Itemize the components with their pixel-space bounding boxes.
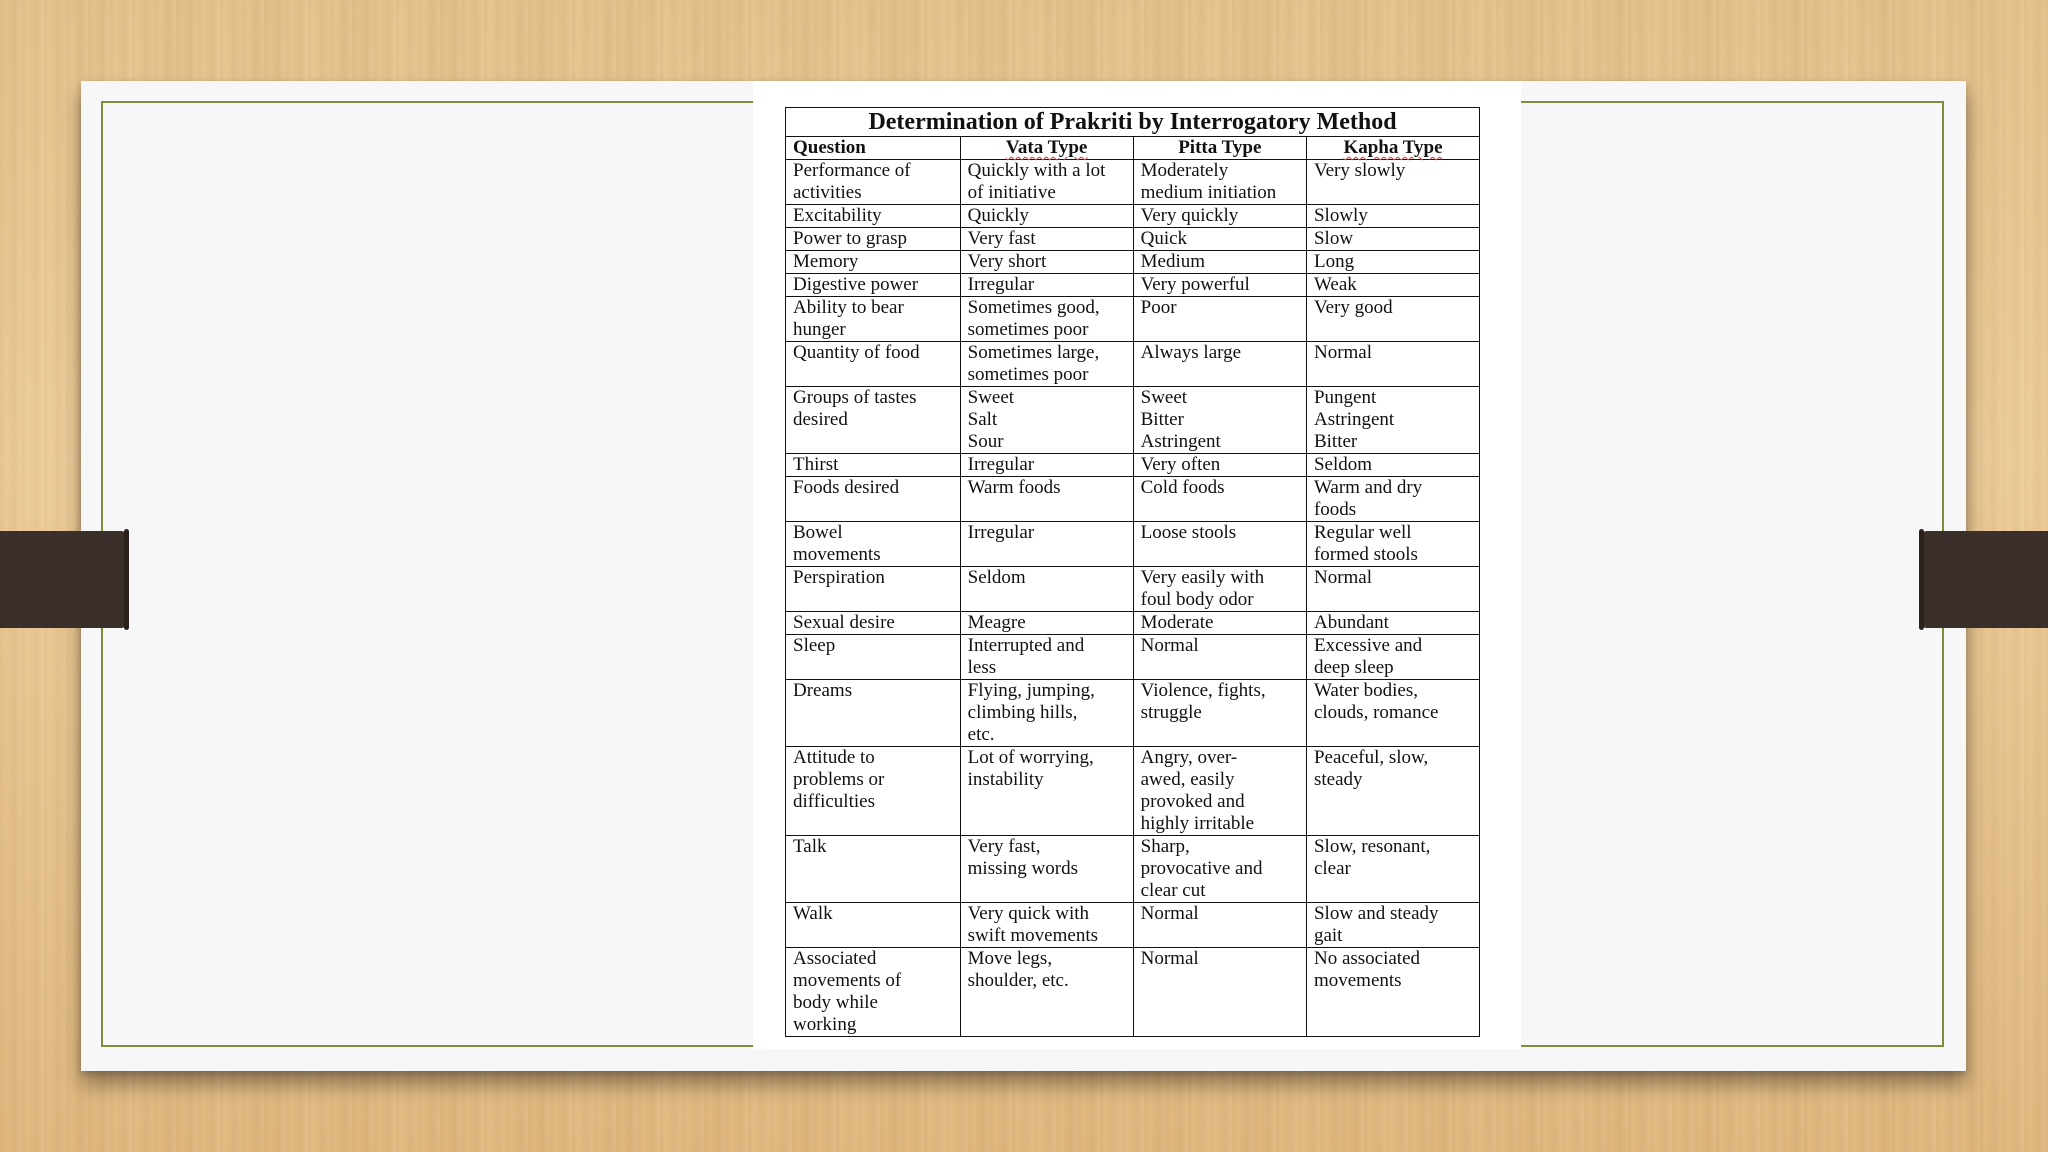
cell-question — [786, 522, 961, 567]
table-body — [786, 160, 1480, 1037]
cell-kapha — [1306, 160, 1479, 205]
cell-text: Very easily with foul body odor — [1140, 567, 1265, 610]
table-row — [786, 387, 1480, 454]
cell-text: Regular well formed stools — [1313, 522, 1418, 565]
cell-text: Power to grasp — [793, 228, 907, 249]
cell-question — [786, 454, 961, 477]
cell-text: Quick — [1140, 228, 1188, 249]
cell-kapha — [1306, 387, 1479, 454]
cell-text: Sweet Salt Sour — [967, 387, 1015, 452]
cell-text: Foods desired — [793, 477, 900, 498]
table-row — [786, 747, 1480, 836]
cell-kapha — [1306, 567, 1479, 612]
right-decorative-band — [1921, 531, 2048, 628]
cell-text: Lot of worrying, instability — [967, 747, 1094, 790]
cell-text: Sharp, provocative and clear cut — [1140, 836, 1263, 901]
cell-text: Talk — [793, 836, 827, 857]
cell-pitta — [1133, 903, 1306, 948]
cell-question — [786, 567, 961, 612]
table-row — [786, 454, 1480, 477]
cell-vata — [960, 297, 1133, 342]
cell-kapha — [1306, 477, 1479, 522]
cell-kapha — [1306, 205, 1479, 228]
cell-text: Attitude to problems or difficulties — [793, 747, 885, 812]
cell-question — [786, 635, 961, 680]
cell-text: Warm foods — [967, 477, 1061, 498]
cell-kapha — [1306, 251, 1479, 274]
cell-text: Abundant — [1313, 612, 1389, 633]
cell-pitta — [1133, 836, 1306, 903]
cell-text: Memory — [793, 251, 859, 272]
cell-vata — [960, 454, 1133, 477]
cell-pitta — [1133, 205, 1306, 228]
cell-vata — [960, 387, 1133, 454]
cell-question — [786, 836, 961, 903]
cell-kapha — [1306, 747, 1479, 836]
cell-question — [786, 297, 961, 342]
cell-vata — [960, 160, 1133, 205]
cell-text: Sexual desire — [793, 612, 895, 633]
table-row — [786, 342, 1480, 387]
table-row — [786, 251, 1480, 274]
cell-text: Bowel movements — [793, 522, 881, 565]
cell-pitta — [1133, 160, 1306, 205]
cell-text: Very fast, missing words — [967, 836, 1078, 879]
cell-vata — [960, 477, 1133, 522]
cell-vata — [960, 903, 1133, 948]
cell-text: Normal — [1313, 342, 1373, 363]
cell-pitta — [1133, 342, 1306, 387]
cell-text: Violence, fights, struggle — [1140, 680, 1266, 723]
cell-text: Interrupted and less — [967, 635, 1085, 678]
cell-text: Very quickly — [1140, 205, 1239, 226]
table-row — [786, 948, 1480, 1037]
cell-text: Walk — [793, 903, 833, 924]
cell-text: Warm and dry foods — [1313, 477, 1423, 520]
header-row — [786, 137, 1480, 160]
cell-text: Move legs, shoulder, etc. — [967, 948, 1069, 991]
table-title: Determination of Prakriti by Interrogatory Method — [785, 107, 1480, 136]
cell-kapha — [1306, 522, 1479, 567]
cell-question — [786, 160, 961, 205]
cell-vata — [960, 948, 1133, 1037]
cell-text: Perspiration — [793, 567, 885, 588]
cell-text: Slow, resonant, clear — [1313, 836, 1431, 879]
cell-vata — [960, 836, 1133, 903]
cell-text: Seldom — [1313, 454, 1373, 475]
cell-text: Long — [1313, 251, 1355, 272]
cell-pitta — [1133, 747, 1306, 836]
header-pitta: Pitta Type — [1133, 137, 1306, 160]
table-row — [786, 274, 1480, 297]
cell-vata — [960, 522, 1133, 567]
cell-text: Sometimes good, sometimes poor — [967, 297, 1100, 340]
cell-question — [786, 387, 961, 454]
cell-pitta — [1133, 274, 1306, 297]
cell-pitta — [1133, 251, 1306, 274]
header-kapha-label: Kapha Type — [1343, 137, 1443, 158]
cell-pitta — [1133, 297, 1306, 342]
cell-text: Normal — [1140, 903, 1199, 924]
cell-pitta — [1133, 635, 1306, 680]
cell-kapha — [1306, 948, 1479, 1037]
cell-text: Quantity of food — [793, 342, 920, 363]
cell-pitta — [1133, 948, 1306, 1037]
cell-text: Moderately medium initiation — [1140, 160, 1277, 203]
cell-text: Always large — [1140, 342, 1242, 363]
cell-text: Peaceful, slow, steady — [1313, 747, 1429, 790]
cell-text: Ability to bear hunger — [793, 297, 904, 340]
cell-vata — [960, 274, 1133, 297]
cell-question — [786, 903, 961, 948]
cell-text: Very slowly — [1313, 160, 1406, 181]
cell-kapha — [1306, 228, 1479, 251]
cell-text: Water bodies, clouds, romance — [1313, 680, 1439, 723]
cell-text: Thirst — [793, 454, 839, 475]
cell-text: Slowly — [1313, 205, 1368, 226]
cell-kapha — [1306, 454, 1479, 477]
cell-text: Irregular — [967, 454, 1035, 475]
cell-text: Moderate — [1140, 612, 1214, 633]
header-question: Question — [786, 137, 961, 160]
cell-text: Flying, jumping, climbing hills, etc. — [967, 680, 1095, 745]
table-row — [786, 635, 1480, 680]
cell-text: Weak — [1313, 274, 1357, 295]
table-row — [786, 567, 1480, 612]
cell-text: Poor — [1140, 297, 1177, 318]
cell-text: Groups of tastes desired — [793, 387, 917, 430]
cell-pitta — [1133, 612, 1306, 635]
table-row — [786, 522, 1480, 567]
cell-vata — [960, 205, 1133, 228]
cell-text: Slow and steady gait — [1313, 903, 1439, 946]
cell-question — [786, 680, 961, 747]
cell-text: Very short — [967, 251, 1047, 272]
cell-text: Angry, over- awed, easily provoked and highly irritable — [1140, 747, 1255, 834]
cell-kapha — [1306, 612, 1479, 635]
cell-question — [786, 274, 961, 297]
cell-text: Dreams — [793, 680, 853, 701]
cell-question — [786, 228, 961, 251]
table-row — [786, 612, 1480, 635]
cell-text: Excessive and deep sleep — [1313, 635, 1423, 678]
cell-vata — [960, 567, 1133, 612]
header-vata — [960, 137, 1133, 160]
cell-pitta — [1133, 522, 1306, 567]
cell-vata — [960, 635, 1133, 680]
cell-text: Loose stools — [1140, 522, 1237, 543]
table-row — [786, 160, 1480, 205]
cell-vata — [960, 612, 1133, 635]
left-decorative-band — [0, 531, 127, 628]
table-row — [786, 903, 1480, 948]
cell-pitta — [1133, 454, 1306, 477]
cell-kapha — [1306, 297, 1479, 342]
cell-text: No associated movements — [1313, 948, 1421, 991]
prakriti-table — [785, 107, 1480, 1037]
cell-text: Sometimes large, sometimes poor — [967, 342, 1100, 385]
cell-kapha — [1306, 680, 1479, 747]
cell-vata — [960, 680, 1133, 747]
cell-text: Normal — [1313, 567, 1373, 588]
cell-text: Digestive power — [793, 274, 919, 295]
cell-question — [786, 205, 961, 228]
cell-question — [786, 251, 961, 274]
cell-pitta — [1133, 680, 1306, 747]
cell-text: Very quick with swift movements — [967, 903, 1098, 946]
cell-pitta — [1133, 228, 1306, 251]
cell-vata — [960, 228, 1133, 251]
cell-vata — [960, 342, 1133, 387]
cell-kapha — [1306, 274, 1479, 297]
cell-text: Slow — [1313, 228, 1354, 249]
cell-text: Associated movements of body while working — [793, 948, 902, 1035]
cell-text: Quickly with a lot of initiative — [967, 160, 1106, 203]
cell-question — [786, 612, 961, 635]
cell-question — [786, 342, 961, 387]
cell-pitta — [1133, 477, 1306, 522]
cell-text: Very powerful — [1140, 274, 1250, 295]
cell-text: Seldom — [967, 567, 1026, 588]
cell-text: Excitability — [793, 205, 882, 226]
cell-kapha — [1306, 836, 1479, 903]
cell-text: Very fast — [967, 228, 1036, 249]
table-image — [753, 81, 1521, 1049]
cell-vata — [960, 251, 1133, 274]
cell-text: Pungent Astringent Bitter — [1313, 387, 1395, 452]
cell-question — [786, 477, 961, 522]
table-row — [786, 836, 1480, 903]
cell-text: Very often — [1140, 454, 1221, 475]
header-vata-label: Vata Type — [1005, 137, 1088, 158]
cell-text: Sleep — [793, 635, 836, 656]
cell-question — [786, 747, 961, 836]
cell-pitta — [1133, 387, 1306, 454]
cell-kapha — [1306, 903, 1479, 948]
cell-text: Sweet Bitter Astringent — [1140, 387, 1221, 452]
cell-pitta — [1133, 567, 1306, 612]
table-row — [786, 680, 1480, 747]
cell-vata — [960, 747, 1133, 836]
header-kapha — [1306, 137, 1479, 160]
cell-text: Irregular — [967, 274, 1035, 295]
cell-text: Medium — [1140, 251, 1206, 272]
cell-text: Cold foods — [1140, 477, 1225, 498]
cell-text: Normal — [1140, 948, 1199, 969]
table-row — [786, 228, 1480, 251]
table-row — [786, 205, 1480, 228]
table-row — [786, 297, 1480, 342]
cell-kapha — [1306, 342, 1479, 387]
cell-question — [786, 948, 961, 1037]
cell-text: Meagre — [967, 612, 1026, 633]
table-row — [786, 477, 1480, 522]
cell-text: Quickly — [967, 205, 1029, 226]
cell-text: Very good — [1313, 297, 1393, 318]
cell-kapha — [1306, 635, 1479, 680]
cell-text: Irregular — [967, 522, 1035, 543]
cell-text: Normal — [1140, 635, 1199, 656]
cell-text: Performance of activities — [793, 160, 911, 203]
